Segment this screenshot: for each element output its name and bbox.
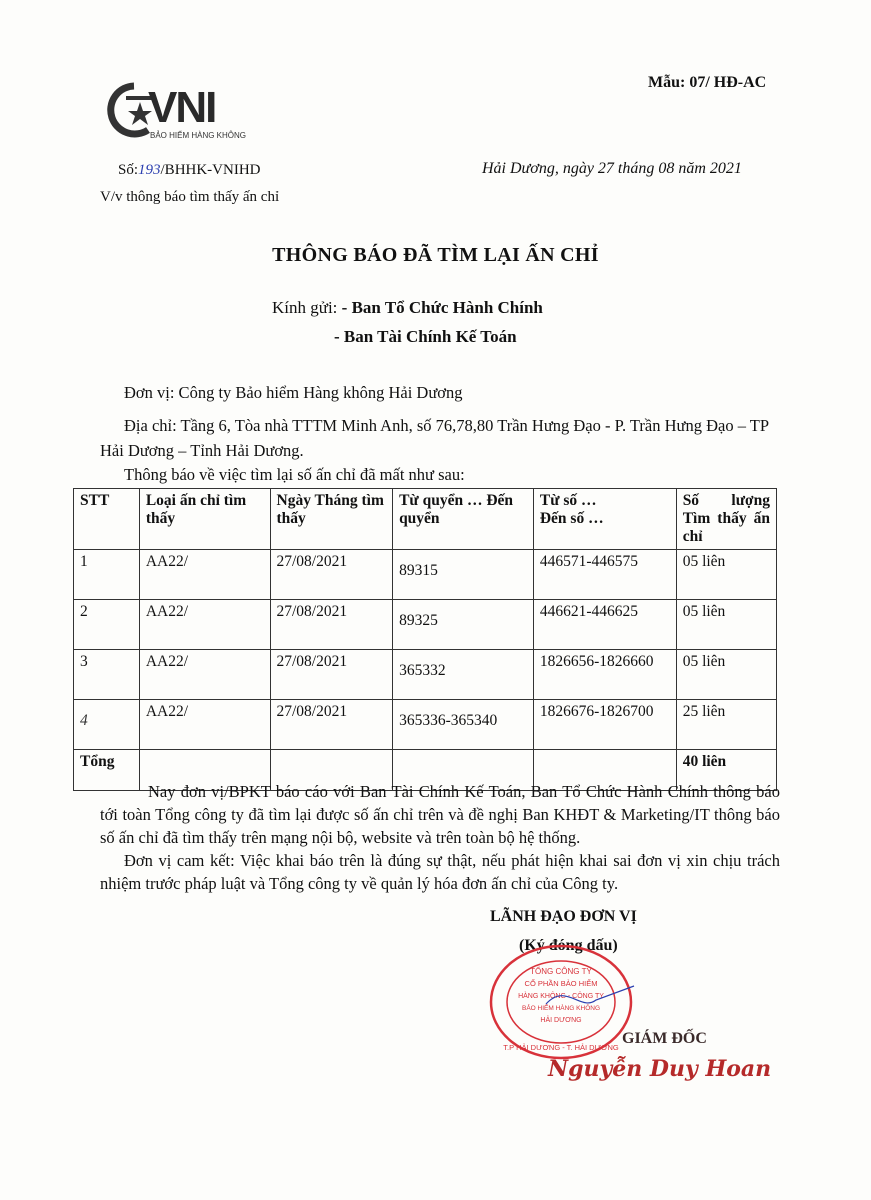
dateline: Hải Dương, ngày 27 tháng 08 năm 2021 (482, 160, 742, 177)
cell-number-range: 1826656-1826660 (533, 650, 676, 700)
cell-number-range: 446571-446575 (533, 550, 676, 600)
cell-quantity: 25 liên (676, 700, 776, 750)
header-date: Ngày Tháng tìm thấy (270, 489, 393, 550)
table-row (74, 700, 777, 750)
cell-date: 27/08/2021 (270, 550, 393, 600)
doc-number-suffix: /BHHK-VNIHD (160, 162, 261, 178)
doc-number-handwritten: 193 (138, 162, 161, 178)
svg-text:HẢI DƯƠNG: HẢI DƯƠNG (540, 1017, 582, 1024)
cell-stt: 4 (74, 700, 140, 750)
table-row (74, 550, 777, 600)
cell-book-range: 365332 (393, 650, 534, 700)
body-paragraph-1: Nay đơn vị/BPKT báo cáo với Ban Tài Chính Kế Toán, Ban Tổ Chức Hành Chính thông báo tới toàn Tổng công ty đã tìm lại được số ấn chỉ trên và đề nghị Ban KHĐT & Marketing/IT thông báo số ấn chỉ đã tìm thấy trên mạng nội bộ, website và trên toàn bộ hệ thống. (100, 782, 780, 847)
found-receipts-table (73, 488, 777, 791)
cell-type: AA22/ (139, 550, 270, 600)
table-row (74, 650, 777, 700)
unit-line: Đơn vị: Công ty Bảo hiểm Hàng không Hải Dương (124, 383, 463, 402)
address-line: Địa chỉ: Tầng 6, Tòa nhà TTTM Minh Anh, số 76,78,80 Trần Hưng Đạo - P. Trần Hưng Đạo – TP Hải Dương – Tỉnh Hải Dương. (100, 416, 769, 460)
cell-date: 27/08/2021 (270, 600, 393, 650)
cell-quantity: 05 liên (676, 600, 776, 650)
svg-text:TỔNG CÔNG TY: TỔNG CÔNG TY (530, 967, 592, 976)
cell-quantity: 05 liên (676, 550, 776, 600)
recipient-1: - Ban Tổ Chức Hành Chính (341, 298, 543, 317)
cell-type: AA22/ (139, 700, 270, 750)
doc-number-prefix: Số: (118, 162, 139, 178)
svg-text:CỔ PHẦN BẢO HIỂM: CỔ PHẦN BẢO HIỂM (524, 979, 598, 988)
cell-number-range: 446621-446625 (533, 600, 676, 650)
signer-position: GIÁM ĐỐC (622, 1030, 707, 1047)
logo-subtitle: BẢO HIỂM HÀNG KHÔNG (150, 131, 247, 140)
signer-name: Nguyễn Duy Hoan (548, 1056, 772, 1082)
svg-text:BẢO HIỂM HÀNG KHÔNG: BẢO HIỂM HÀNG KHÔNG (521, 1005, 601, 1012)
recipients-line-1 (272, 298, 543, 318)
recipient-2: - Ban Tài Chính Kế Toán (334, 327, 517, 346)
cell-book-range: 365336-365340 (393, 700, 534, 750)
cell-date: 27/08/2021 (270, 700, 393, 750)
cell-type: AA22/ (139, 650, 270, 700)
svg-text:T.P HẢI DƯƠNG - T. HẢI DƯƠNG: T.P HẢI DƯƠNG - T. HẢI DƯƠNG (503, 1043, 619, 1052)
company-stamp (486, 942, 636, 1062)
total-value: 40 liên (676, 750, 776, 791)
body-paragraph-2: Đơn vị cam kết: Việc khai báo trên là đúng sự thật, nếu phát hiện khai sai đơn vị xin chịu trách nhiệm trước pháp luật và Tổng công ty về quản lý hóa đơn ấn chỉ của Công ty. (100, 851, 780, 893)
header-type: Loại ấn chỉ tìm thấy (139, 489, 270, 550)
table-row (74, 600, 777, 650)
svg-text:HÀNG KHÔNG - CÔNG TY: HÀNG KHÔNG - CÔNG TY (518, 993, 604, 1000)
header-quantity: Số lượng Tìm thấy ấn chỉ (676, 489, 776, 550)
header-number-range: Từ số … Đến số … (533, 489, 676, 550)
cell-stt: 1 (74, 550, 140, 600)
form-code: Mẫu: 07/ HĐ-AC (648, 74, 767, 91)
cell-quantity: 05 liên (676, 650, 776, 700)
table-header-row (74, 489, 777, 550)
cell-date: 27/08/2021 (270, 650, 393, 700)
cell-book-range: 89315 (393, 550, 534, 600)
intro-line: Thông báo về việc tìm lại số ấn chỉ đã mất như sau: (124, 465, 465, 484)
header-book-range: Từ quyển … Đến quyển (393, 489, 534, 550)
cell-stt: 2 (74, 600, 140, 650)
logo-text: VNI (148, 83, 216, 132)
header-stt: STT (74, 489, 140, 550)
subject-line: V/v thông báo tìm thấy ấn chỉ (100, 189, 280, 205)
signature-note: (Ký đóng dấu) (519, 937, 618, 954)
total-label: Tổng (74, 750, 140, 791)
document-number (118, 162, 261, 179)
cell-book-range: 89325 (393, 600, 534, 650)
signature-title: LÃNH ĐẠO ĐƠN VỊ (490, 908, 637, 925)
body-text (100, 780, 780, 895)
cell-type: AA22/ (139, 600, 270, 650)
document-title: THÔNG BÁO ĐÃ TÌM LẠI ẤN CHỈ (272, 244, 599, 266)
cell-stt: 3 (74, 650, 140, 700)
recipients-label: Kính gửi: (272, 298, 338, 317)
cell-number-range: 1826676-1826700 (533, 700, 676, 750)
